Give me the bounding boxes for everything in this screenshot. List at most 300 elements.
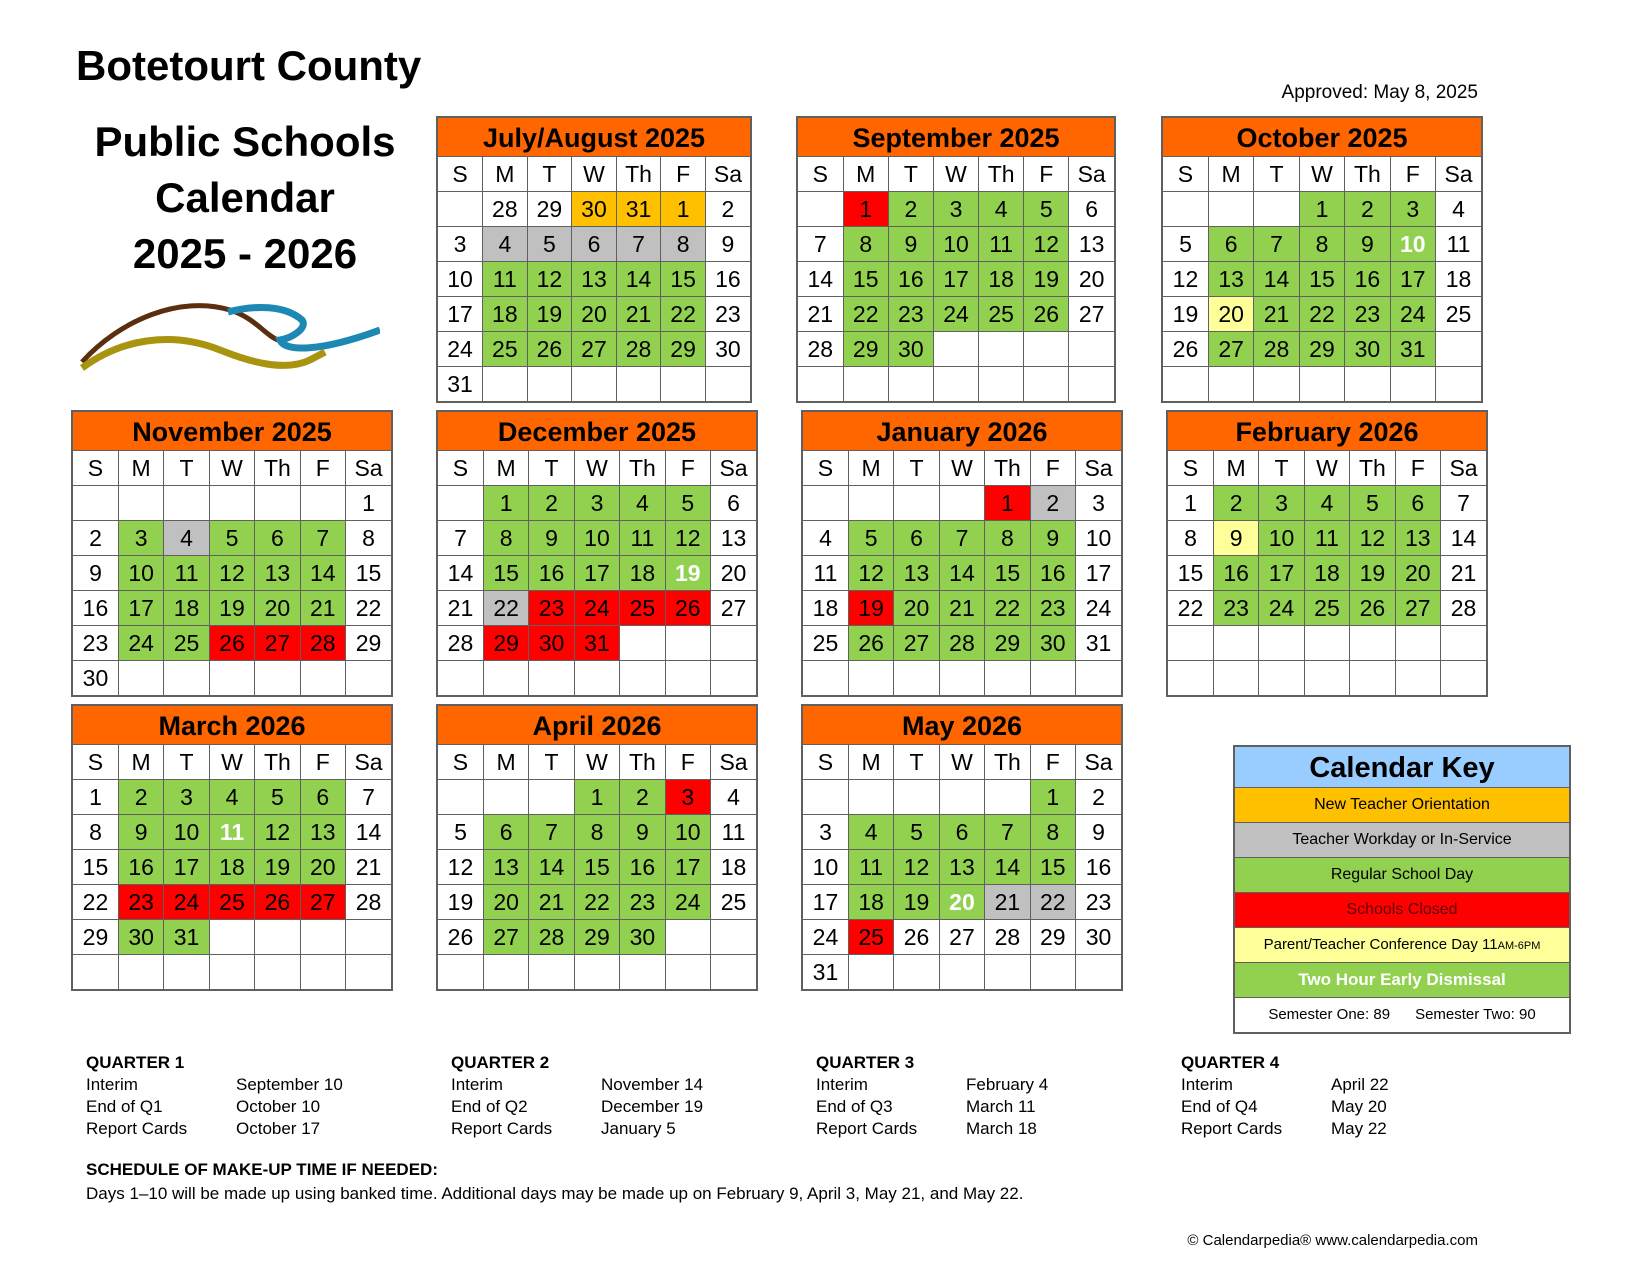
day-cell: 24 (438, 332, 483, 367)
day-cell (164, 486, 209, 521)
day-cell: 19 (894, 885, 939, 920)
day-cell: 21 (985, 885, 1030, 920)
weekday-header: Th (255, 451, 300, 486)
quarter-title: QUARTER 4 (1181, 1053, 1280, 1072)
day-cell: 6 (711, 486, 756, 521)
day-cell: 19 (665, 556, 710, 591)
day-cell: 4 (803, 521, 848, 556)
week-row (803, 626, 1121, 661)
day-cell (527, 367, 572, 402)
key-item (1235, 858, 1569, 893)
day-cell (933, 332, 978, 367)
day-cell: 6 (483, 815, 528, 850)
day-cell (572, 367, 617, 402)
day-cell: 13 (1208, 262, 1253, 297)
day-cell (894, 486, 939, 521)
day-cell: 11 (164, 556, 209, 591)
day-cell: 26 (848, 626, 893, 661)
week-row (1163, 297, 1481, 332)
week-row (438, 780, 756, 815)
week-row (803, 955, 1121, 990)
day-cell: 15 (1299, 262, 1344, 297)
month-calendar (436, 704, 758, 991)
day-cell (438, 192, 483, 227)
day-cell: 19 (209, 591, 254, 626)
day-cell: 20 (939, 885, 984, 920)
day-cell (1390, 367, 1435, 402)
day-cell: 12 (1350, 521, 1395, 556)
quarter-row (86, 1074, 343, 1096)
quarter-row-label: Interim (451, 1075, 503, 1094)
week-row (438, 297, 750, 332)
month-title: February 2026 (1168, 412, 1486, 451)
day-cell: 18 (1436, 262, 1481, 297)
day-cell (255, 486, 300, 521)
quarter-row-date: May 20 (1331, 1097, 1387, 1116)
key-item (1235, 823, 1569, 858)
day-cell: 19 (255, 850, 300, 885)
day-cell (1304, 626, 1349, 661)
day-cell: 18 (164, 591, 209, 626)
day-cell (1299, 367, 1344, 402)
day-cell (73, 955, 118, 990)
day-cell (985, 780, 1030, 815)
approved-date: Approved: May 8, 2025 (1281, 82, 1478, 103)
day-cell: 28 (985, 920, 1030, 955)
weekday-header: Sa (346, 451, 391, 486)
day-cell (118, 486, 163, 521)
day-cell: 23 (529, 591, 574, 626)
day-cell: 12 (1163, 262, 1208, 297)
day-cell: 30 (73, 661, 118, 696)
day-cell: 26 (438, 920, 483, 955)
title-line-2: Public Schools (94, 118, 396, 165)
month-title: May 2026 (803, 706, 1121, 745)
day-cell: 15 (73, 850, 118, 885)
quarter-row-label: End of Q1 (86, 1097, 163, 1116)
day-cell (483, 367, 528, 402)
week-row (73, 955, 391, 990)
weekday-header: Th (1350, 451, 1395, 486)
day-cell (888, 367, 933, 402)
weekday-header: F (1030, 451, 1075, 486)
day-cell (798, 192, 843, 227)
day-cell: 13 (300, 815, 345, 850)
day-cell: 11 (1304, 521, 1349, 556)
day-cell: 25 (164, 626, 209, 661)
day-cell (73, 486, 118, 521)
day-cell: 28 (483, 192, 528, 227)
day-cell (1030, 955, 1075, 990)
day-cell: 12 (665, 521, 710, 556)
week-row (1168, 661, 1486, 696)
day-cell: 9 (1076, 815, 1121, 850)
weekday-header: W (209, 451, 254, 486)
week-row (1163, 227, 1481, 262)
day-cell: 5 (1024, 192, 1069, 227)
quarter-title: QUARTER 3 (816, 1053, 915, 1072)
day-cell: 15 (1030, 850, 1075, 885)
day-cell: 7 (529, 815, 574, 850)
day-cell: 28 (1254, 332, 1299, 367)
day-cell: 7 (1254, 227, 1299, 262)
week-row (1168, 591, 1486, 626)
weekday-header: T (164, 451, 209, 486)
day-cell: 4 (483, 227, 528, 262)
day-cell (1208, 192, 1253, 227)
weekday-header: F (1395, 451, 1440, 486)
week-row (803, 920, 1121, 955)
quarter-row-label: Report Cards (1181, 1119, 1283, 1138)
weekday-header: M (848, 745, 893, 780)
day-cell: 8 (985, 521, 1030, 556)
month-title: March 2026 (73, 706, 391, 745)
day-cell: 25 (711, 885, 756, 920)
week-row (1163, 192, 1481, 227)
day-cell: 17 (1076, 556, 1121, 591)
day-cell (300, 920, 345, 955)
day-cell: 29 (1299, 332, 1344, 367)
quarter-row-label: Report Cards (86, 1119, 188, 1138)
day-cell (985, 661, 1030, 696)
week-row (798, 262, 1114, 297)
day-cell: 15 (843, 262, 888, 297)
week-row (798, 332, 1114, 367)
day-cell (438, 486, 483, 521)
day-cell: 21 (798, 297, 843, 332)
day-cell: 15 (346, 556, 391, 591)
day-cell: 18 (209, 850, 254, 885)
day-cell (711, 661, 756, 696)
quarter-row-label: End of Q4 (1181, 1097, 1258, 1116)
day-cell (848, 661, 893, 696)
day-cell: 16 (1030, 556, 1075, 591)
day-cell (616, 367, 661, 402)
day-cell: 15 (1168, 556, 1213, 591)
day-cell: 17 (164, 850, 209, 885)
day-cell: 30 (888, 332, 933, 367)
key-item-label: Schools Closed (1346, 901, 1458, 918)
day-cell: 14 (1254, 262, 1299, 297)
month-calendar (436, 410, 758, 697)
month-title: April 2026 (438, 706, 756, 745)
weekday-header: Th (1345, 157, 1390, 192)
key-item (1235, 788, 1569, 823)
day-cell: 5 (527, 227, 572, 262)
day-cell: 29 (346, 626, 391, 661)
week-row (438, 885, 756, 920)
day-cell: 3 (574, 486, 619, 521)
day-cell (979, 367, 1024, 402)
day-cell: 21 (438, 591, 483, 626)
calendar-key-title: Calendar Key (1235, 747, 1569, 788)
day-cell (438, 661, 483, 696)
day-cell: 21 (939, 591, 984, 626)
day-cell: 8 (483, 521, 528, 556)
day-cell (529, 780, 574, 815)
day-cell: 15 (483, 556, 528, 591)
day-cell: 22 (574, 885, 619, 920)
weekday-header: Th (616, 157, 661, 192)
day-cell: 24 (164, 885, 209, 920)
week-row (803, 661, 1121, 696)
makeup-text: Days 1–10 will be made up using banked time. Additional days may be made up on February 9, April 3, May 21, and May 22. (86, 1184, 1024, 1203)
day-cell: 26 (894, 920, 939, 955)
week-row (1163, 332, 1481, 367)
weekday-header: Th (620, 451, 665, 486)
day-cell (1076, 661, 1121, 696)
day-cell: 14 (985, 850, 1030, 885)
week-row (73, 850, 391, 885)
day-cell: 7 (985, 815, 1030, 850)
day-cell: 22 (483, 591, 528, 626)
day-cell: 3 (1390, 192, 1435, 227)
weekday-header: Th (255, 745, 300, 780)
quarter-row-label: End of Q3 (816, 1097, 893, 1116)
month-calendar (1166, 410, 1488, 697)
weekday-header: S (1168, 451, 1213, 486)
day-cell (209, 920, 254, 955)
day-cell (164, 955, 209, 990)
day-cell: 30 (529, 626, 574, 661)
quarter-row (816, 1096, 1048, 1118)
day-cell (209, 955, 254, 990)
day-cell: 15 (661, 262, 706, 297)
day-cell (1024, 332, 1069, 367)
day-cell: 21 (616, 297, 661, 332)
day-cell: 11 (711, 815, 756, 850)
day-cell: 13 (255, 556, 300, 591)
day-cell: 9 (73, 556, 118, 591)
day-cell: 25 (620, 591, 665, 626)
weekday-header: M (118, 745, 163, 780)
day-cell: 11 (848, 850, 893, 885)
day-cell: 31 (574, 626, 619, 661)
day-cell: 22 (1030, 885, 1075, 920)
day-cell: 26 (255, 885, 300, 920)
week-row (73, 591, 391, 626)
day-cell: 23 (620, 885, 665, 920)
day-cell (848, 780, 893, 815)
weekday-header: Sa (1076, 745, 1121, 780)
week-row (438, 815, 756, 850)
day-cell (118, 661, 163, 696)
day-cell: 10 (1259, 521, 1304, 556)
day-cell: 27 (1395, 591, 1440, 626)
day-cell: 2 (529, 486, 574, 521)
day-cell: 9 (888, 227, 933, 262)
day-cell: 8 (73, 815, 118, 850)
weekday-header: F (300, 745, 345, 780)
day-cell: 14 (346, 815, 391, 850)
weekday-header: M (1213, 451, 1258, 486)
day-cell (483, 955, 528, 990)
day-cell: 14 (300, 556, 345, 591)
month-title: January 2026 (803, 412, 1121, 451)
day-cell: 25 (979, 297, 1024, 332)
day-cell (255, 955, 300, 990)
weekday-header: S (438, 157, 483, 192)
day-cell: 2 (705, 192, 750, 227)
month-title: December 2025 (438, 412, 756, 451)
day-cell (1163, 367, 1208, 402)
day-cell (665, 920, 710, 955)
weekday-header: T (529, 451, 574, 486)
quarter-row-date: February 4 (966, 1075, 1049, 1094)
day-cell (529, 661, 574, 696)
quarter-row-label: Interim (1181, 1075, 1233, 1094)
day-cell: 17 (665, 850, 710, 885)
week-row (73, 626, 391, 661)
day-cell: 12 (209, 556, 254, 591)
day-cell (665, 626, 710, 661)
quarter-row-date: October 10 (236, 1097, 321, 1116)
week-row (1163, 262, 1481, 297)
day-cell: 13 (1069, 227, 1114, 262)
day-cell (300, 955, 345, 990)
day-cell: 4 (1436, 192, 1481, 227)
day-cell: 16 (1345, 262, 1390, 297)
quarter-row (816, 1074, 1048, 1096)
week-row (798, 192, 1114, 227)
day-cell: 8 (661, 227, 706, 262)
day-cell: 21 (346, 850, 391, 885)
day-cell: 24 (933, 297, 978, 332)
day-cell: 19 (1163, 297, 1208, 332)
day-cell: 20 (300, 850, 345, 885)
month-title: September 2025 (798, 118, 1114, 157)
day-cell: 2 (1076, 780, 1121, 815)
day-cell: 5 (1163, 227, 1208, 262)
day-cell: 13 (572, 262, 617, 297)
day-cell: 26 (1350, 591, 1395, 626)
day-cell: 5 (894, 815, 939, 850)
day-cell: 12 (1024, 227, 1069, 262)
day-cell: 2 (1345, 192, 1390, 227)
weekday-header: F (661, 157, 706, 192)
week-row (73, 920, 391, 955)
weekday-header: T (1259, 451, 1304, 486)
week-row (803, 780, 1121, 815)
day-cell (979, 332, 1024, 367)
copyright-footer: © Calendarpedia® www.calendarpedia.com (1187, 1232, 1478, 1249)
weekday-header: S (73, 451, 118, 486)
day-cell (574, 661, 619, 696)
month-calendar (71, 410, 393, 697)
day-cell: 3 (438, 227, 483, 262)
key-item (1235, 928, 1569, 963)
day-cell: 9 (118, 815, 163, 850)
day-cell: 31 (803, 955, 848, 990)
day-cell: 17 (438, 297, 483, 332)
day-cell: 5 (1350, 486, 1395, 521)
day-cell: 27 (483, 920, 528, 955)
day-cell: 16 (1076, 850, 1121, 885)
day-cell (620, 626, 665, 661)
weekday-header: T (894, 745, 939, 780)
day-cell: 21 (1441, 556, 1486, 591)
day-cell (574, 955, 619, 990)
month-calendar (801, 704, 1123, 991)
day-cell: 28 (616, 332, 661, 367)
quarter-row (86, 1118, 343, 1140)
weekday-header: S (803, 451, 848, 486)
week-row (798, 227, 1114, 262)
day-cell: 16 (620, 850, 665, 885)
day-cell (620, 661, 665, 696)
day-cell: 1 (346, 486, 391, 521)
day-cell: 14 (1441, 521, 1486, 556)
day-cell (803, 780, 848, 815)
key-item-label: Teacher Workday or In-Service (1292, 831, 1512, 848)
day-cell: 29 (483, 626, 528, 661)
quarter-row-date: March 11 (966, 1097, 1036, 1116)
day-cell (894, 661, 939, 696)
quarter-row-date: November 14 (601, 1075, 704, 1094)
day-cell (665, 661, 710, 696)
day-cell (894, 955, 939, 990)
day-cell (803, 486, 848, 521)
day-cell: 15 (985, 556, 1030, 591)
quarter-row (86, 1096, 343, 1118)
day-cell: 20 (1208, 297, 1253, 332)
day-cell: 24 (118, 626, 163, 661)
day-cell: 23 (705, 297, 750, 332)
day-cell: 17 (118, 591, 163, 626)
day-cell: 2 (73, 521, 118, 556)
day-cell: 26 (209, 626, 254, 661)
day-cell: 10 (665, 815, 710, 850)
calendar-key (1233, 745, 1571, 1034)
quarter-row-date: April 22 (1331, 1075, 1389, 1094)
day-cell: 7 (616, 227, 661, 262)
day-cell (1259, 661, 1304, 696)
day-cell (1350, 626, 1395, 661)
day-cell: 9 (529, 521, 574, 556)
day-cell: 25 (1304, 591, 1349, 626)
day-cell (1350, 661, 1395, 696)
day-cell: 7 (346, 780, 391, 815)
day-cell: 23 (1213, 591, 1258, 626)
week-row (438, 955, 756, 990)
day-cell: 22 (1299, 297, 1344, 332)
day-cell: 1 (1168, 486, 1213, 521)
calendar-title (60, 114, 430, 282)
day-cell: 21 (300, 591, 345, 626)
day-cell (620, 955, 665, 990)
day-cell: 18 (620, 556, 665, 591)
day-cell: 27 (1069, 297, 1114, 332)
day-cell: 3 (933, 192, 978, 227)
day-cell: 25 (803, 626, 848, 661)
day-cell: 6 (894, 521, 939, 556)
day-cell: 20 (711, 556, 756, 591)
week-row (438, 591, 756, 626)
day-cell (1395, 626, 1440, 661)
week-row (73, 780, 391, 815)
quarter-block (451, 1052, 703, 1140)
week-row (1168, 556, 1486, 591)
day-cell: 6 (1395, 486, 1440, 521)
day-cell: 8 (1168, 521, 1213, 556)
weekday-header: M (483, 157, 528, 192)
weekday-header: S (1163, 157, 1208, 192)
day-cell: 31 (1390, 332, 1435, 367)
week-row (803, 591, 1121, 626)
week-row (73, 885, 391, 920)
weekday-header: Sa (711, 451, 756, 486)
day-cell: 2 (118, 780, 163, 815)
